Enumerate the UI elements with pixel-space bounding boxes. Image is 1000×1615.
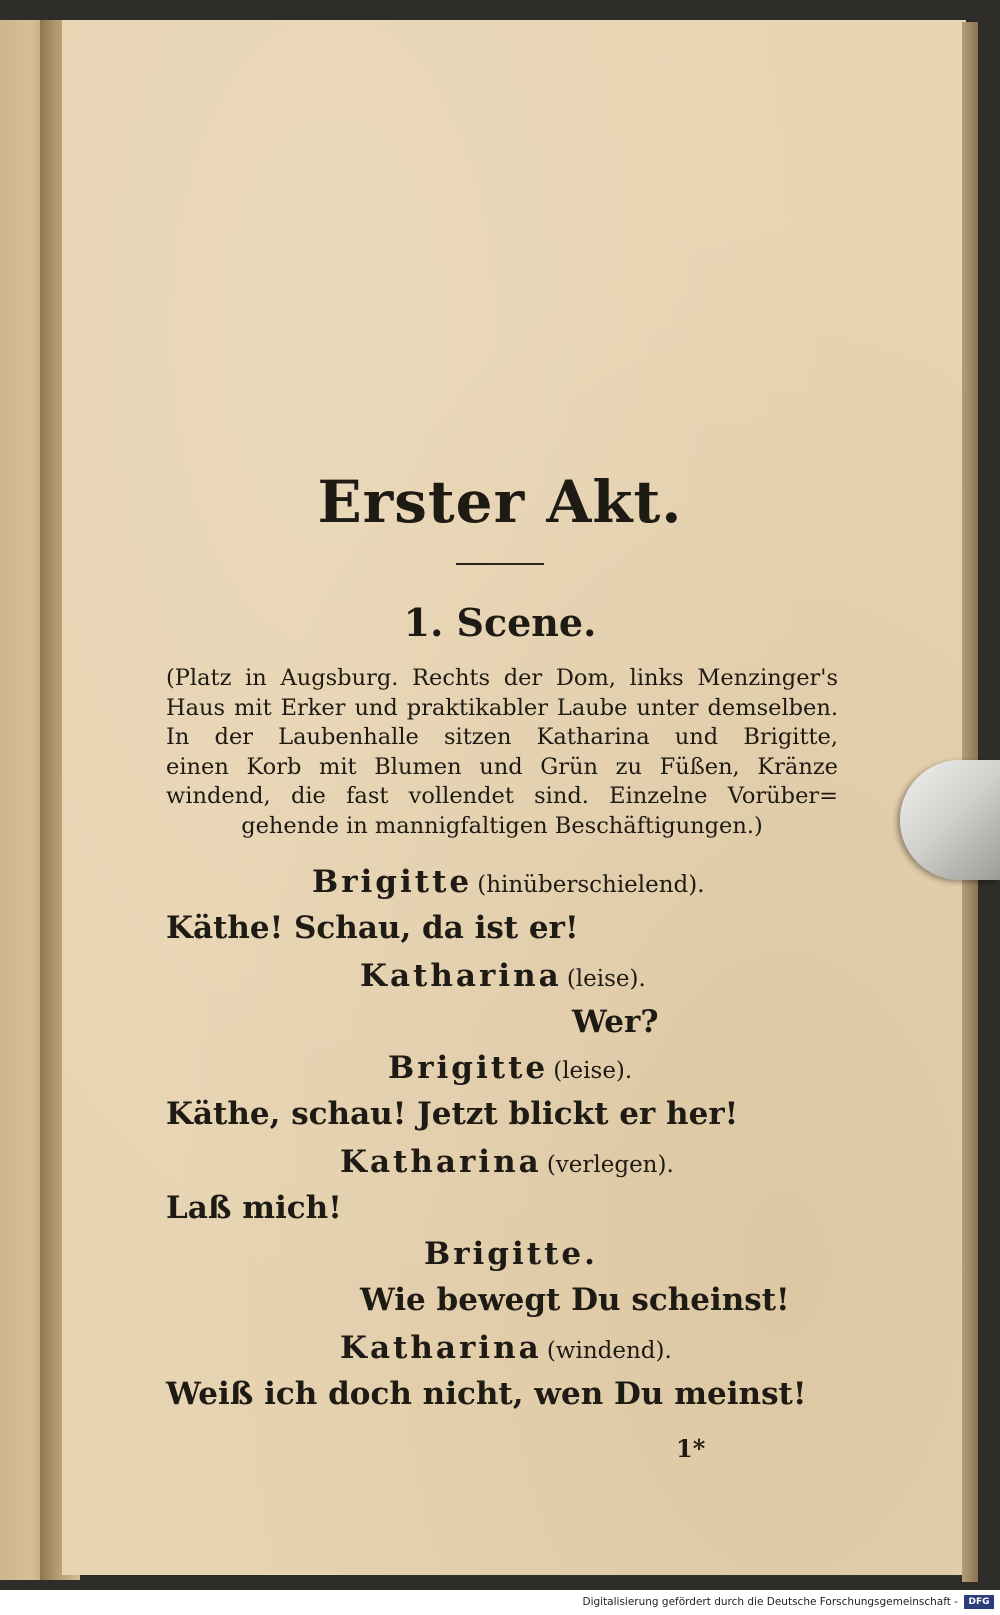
act-title: Erster Akt. <box>317 468 683 536</box>
stage-direction-line: Haus mit Erker und praktikabler Laube unter demselben. <box>166 694 838 721</box>
stage-direction-line: (Platz in Augsburg. Rechts der Dom, links Menzinger's <box>166 665 838 691</box>
verse-line: Wie bewegt Du scheinst! <box>360 1282 790 1318</box>
verse-line: Weiß ich doch nicht, wen Du meinst! <box>166 1376 807 1412</box>
speaker-name: Katharina <box>360 958 562 994</box>
speaker-line <box>424 1236 598 1272</box>
speaker-name: Katharina <box>340 1144 542 1180</box>
speaker-note: (leise). <box>553 1058 633 1084</box>
speaker-note: (hinüberschielend). <box>477 872 705 898</box>
speaker-name: Brigitte <box>312 864 473 900</box>
verse-line: Käthe, schau! Jetzt blickt er her! <box>166 1096 739 1132</box>
speaker-note: (verlegen). <box>546 1152 674 1178</box>
title-divider <box>456 563 544 565</box>
speaker-line <box>340 1144 674 1180</box>
page-number: 1* <box>676 1434 706 1463</box>
stage-direction-line: windend, die fast vollendet sind. Einzelne Vorüber= <box>166 783 838 809</box>
footer-credit: Digitalisierung gefördert durch die Deutsche Forschungsgemeinschaft - <box>582 1596 958 1608</box>
speaker-line <box>340 1330 672 1366</box>
speaker-line <box>388 1050 632 1086</box>
speaker-line <box>360 958 646 994</box>
speaker-name: Katharina <box>340 1330 542 1366</box>
speaker-name: Brigitte. <box>424 1236 598 1272</box>
stage-direction-line: In der Laubenhalle sitzen Katharina und Brigitte, <box>166 724 838 750</box>
stage-direction <box>166 664 838 841</box>
speaker-note: (leise). <box>566 966 646 992</box>
stage-direction-line: gehende in mannigfaltigen Beschäftigungen.) <box>241 812 763 839</box>
verse-line: Käthe! Schau, da ist er! <box>166 910 579 946</box>
verse-line: Laß mich! <box>166 1190 342 1226</box>
dfg-logo: DFG <box>964 1595 994 1609</box>
scene-heading: 1. Scene. <box>403 600 597 645</box>
speaker-name: Brigitte <box>388 1050 549 1086</box>
footer-bar <box>0 1590 1000 1615</box>
verse-line: Wer? <box>572 1004 659 1040</box>
stage-direction-line: einen Korb mit Blumen und Grün zu Füßen, Kränze <box>166 753 838 780</box>
speaker-line <box>312 864 705 900</box>
speaker-note: (windend). <box>546 1338 672 1364</box>
